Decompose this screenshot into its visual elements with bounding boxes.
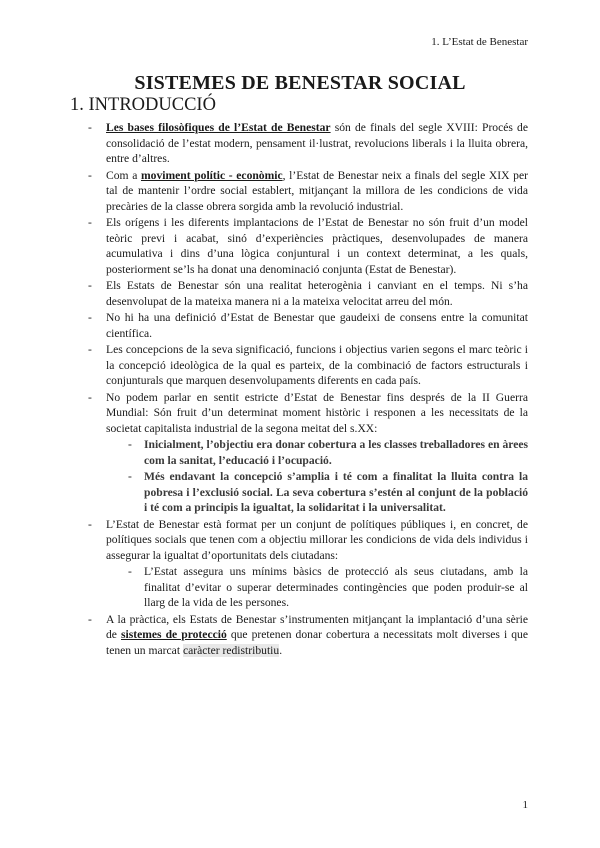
list-item: - Els Estats de Benestar són una realitat heterogènia i canviant en el temps. Ni s’ha desenvolupat de la mateixa manera ni a la mateixa velocitat arreu del món.	[106, 278, 528, 309]
document-title: SISTEMES DE BENESTAR SOCIAL	[134, 72, 466, 94]
list-item-text: .	[279, 643, 283, 657]
list-item-text: que pretenen donar cobertura a necessitats molt diverses i que tenen un marcat	[106, 628, 528, 657]
bullet-list	[106, 120, 528, 659]
sub-list	[144, 437, 528, 516]
sub-list-item: - Inicialment, l’objectiu era donar cobertura a les classes treballadores en àrees com la sanitat, l’educació i l’ocupació.	[144, 437, 528, 468]
list-item	[106, 612, 528, 659]
list-item: - L’Estat de Benestar està format per un conjunt de polítiques públiques i, en concret, de polítiques socials que tenen com a objectiu millorar les condicions de vida dels individus i assegurar la igualtat d’oportunitats dels ciutadans:	[106, 517, 528, 564]
list-item	[106, 168, 528, 215]
section-heading: 1. INTRODUCCIÓ	[70, 95, 216, 115]
list-item	[106, 120, 528, 167]
list-item-text: A la pràctica, els Estats de Benestar s’instrumenten mitjançant la implantació d’una sèrie de	[106, 612, 528, 641]
list-item: - No hi ha una definició d’Estat de Benestar que gaudeixi de consens entre la comunitat científica.	[106, 310, 528, 341]
list-item-text: són de finals del segle XVIII: Procés de consolidació de l’estat modern, pensament il·lustrat, revolucions liberals i la lluita obrera, entre d’altres.	[106, 121, 529, 165]
sub-list	[144, 564, 528, 611]
page-number: 1	[522, 799, 528, 811]
running-header: 1. L’Estat de Benestar	[431, 36, 528, 48]
sub-list-item: - L’Estat assegura uns mínims bàsics de protecció als seus ciutadans, amb la finalitat d’evitar o superar determinades contingències que poden produir-se al llarg de la vida de les persones.	[144, 564, 528, 611]
emphasis-text: Les bases filosòfiques de l’Estat de Benestar	[106, 121, 331, 134]
list-item: - Els orígens i les diferents implantacions de l’Estat de Benestar no són fruit d’un model teòric previ i acabat, sinó d’experiències pràctiques, desenvolupades de manera acumulativa i dins d’una lògica conjuntural i un context determinat, a les quals, posteriorment se’ls ha donat una denominació conjunta (Estat de Benestar).	[106, 215, 528, 277]
list-item: - Les concepcions de la seva significació, funcions i objectius varien segons el marc teòric i la concepció ideològica de la qual es parteix, de la combinació de factors estructurals i conjunturals que marquen desenvolupaments diferents en cada país.	[106, 342, 528, 389]
highlighted-text: caràcter redistributiu	[182, 643, 280, 657]
emphasis-text: moviment polític - econòmic	[140, 168, 283, 182]
list-item-text: , l’Estat de Benestar neix a finals del segle XIX per tal de mantenir l’ordre social establert, mitjançant la millora de les condicions de vida precàries de la classe obrera sorgida amb la revolució industrial.	[106, 168, 528, 213]
emphasis-text: sistemes de protecció	[121, 628, 227, 641]
list-item-text: Com a	[106, 168, 141, 182]
sub-list-item: - Més endavant la concepció s’amplia i té com a finalitat la lluita contra la pobresa i l’exclusió social. La seva cobertura s’estén al conjunt de la població i té com a principis la igualtat, la solidaritat i la universalitat.	[144, 469, 528, 516]
list-item: - No podem parlar en sentit estricte d’Estat de Benestar fins després de la II Guerra Mundial: Són fruit d’un determinat moment històric i responen a les necessitats de la societat capitalista industrial de la segona meitat del s.XX:	[106, 390, 528, 437]
